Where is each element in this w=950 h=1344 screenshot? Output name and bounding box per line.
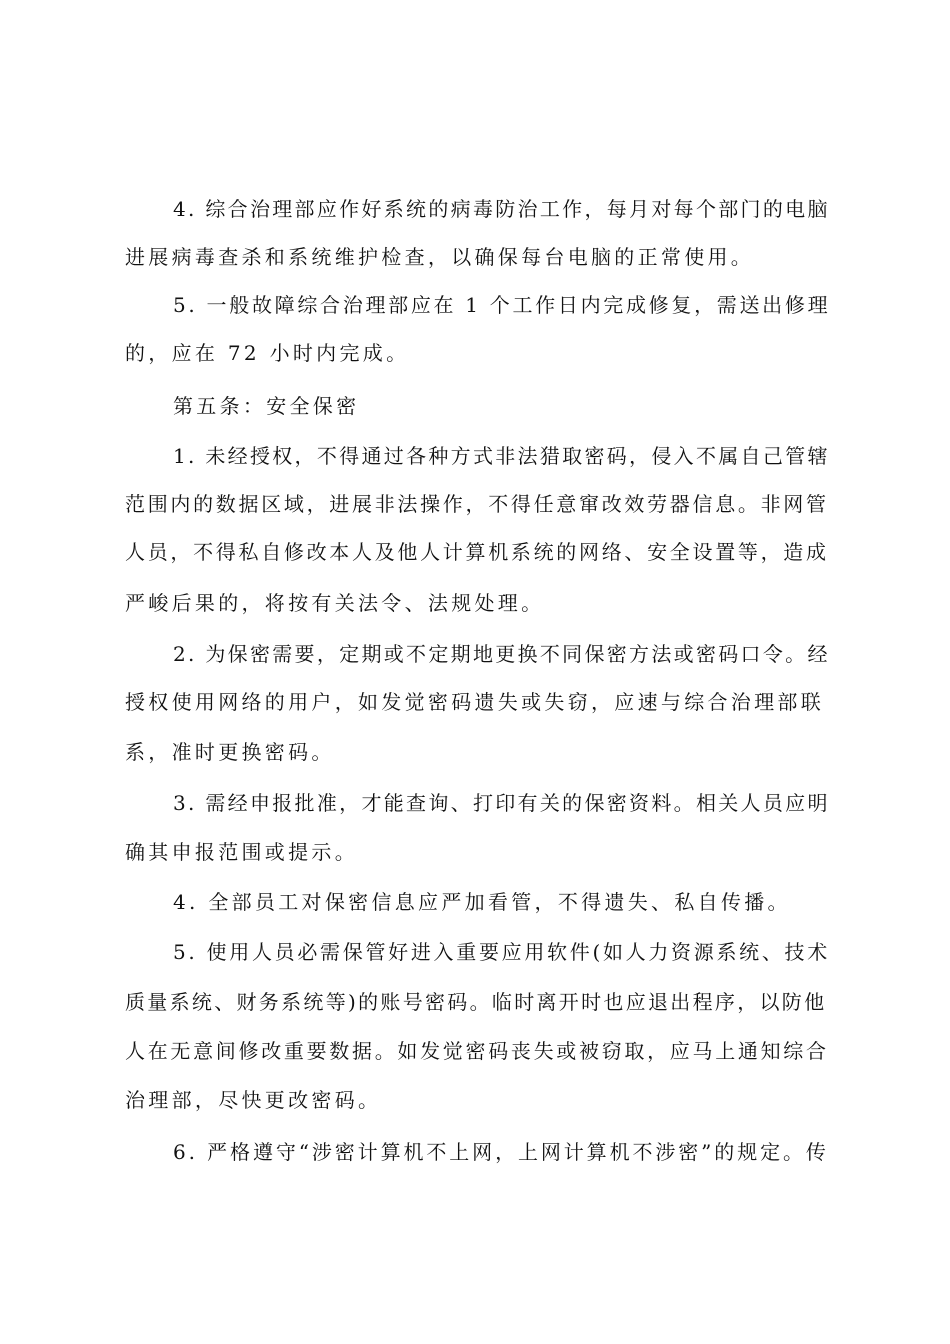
section-heading: 第五条：安全保密 [173,394,360,418]
text-line: 6. 严格遵守“涉密计算机不上网，上网计算机不涉密”的规定。传 [173,1140,829,1164]
text-line: 人在无意间修改重要数据。如发觉密码丧失或被窃取，应马上通知综合 [125,1039,829,1063]
text-line: 质量系统、财务系统等)的账号密码。临时离开时也应退出程序，以防他 [125,990,827,1014]
text-line: 人员，不得私自修改本人及他人计算机系统的网络、安全设置等，造成 [125,540,829,564]
text-line: 1. 未经授权，不得通过各种方式非法猎取密码，侵入不属自己管辖 [173,444,830,468]
text-line: 5. 一般故障综合治理部应在 1 个工作日内完成修复，需送出修理 [173,293,831,317]
text-line: 的，应在 72 小时内完成。 [125,341,410,365]
text-line: 治理部，尽快更改密码。 [125,1088,382,1112]
text-line: 范围内的数据区域，进展非法操作，不得任意窜改效劳器信息。非网管 [125,492,829,516]
text-line: 进展病毒查杀和系统维护检查，以确保每台电脑的正常使用。 [125,245,755,269]
text-line: 确其申报范围或提示。 [125,840,358,864]
text-line: 系，准时更换密码。 [125,740,335,764]
text-line: 2. 为保密需要，定期或不定期地更换不同保密方法或密码口令。经 [173,642,830,666]
text-line: 严峻后果的，将按有关法令、法规处理。 [125,591,545,615]
text-line: 3. 需经申报批准，才能查询、打印有关的保密资料。相关人员应明 [173,791,830,815]
text-line: 授权使用网络的用户，如发觉密码遗失或失窃，应速与综合治理部联 [125,690,824,714]
text-line: 4. 综合治理部应作好系统的病毒防治工作，每月对每个部门的电脑 [173,197,830,221]
text-line: 5. 使用人员必需保管好进入重要应用软件(如人力资源系统、技术 [173,940,830,964]
text-line: 4. 全部员工对保密信息应严加看管，不得遗失、私自传播。 [173,890,791,914]
